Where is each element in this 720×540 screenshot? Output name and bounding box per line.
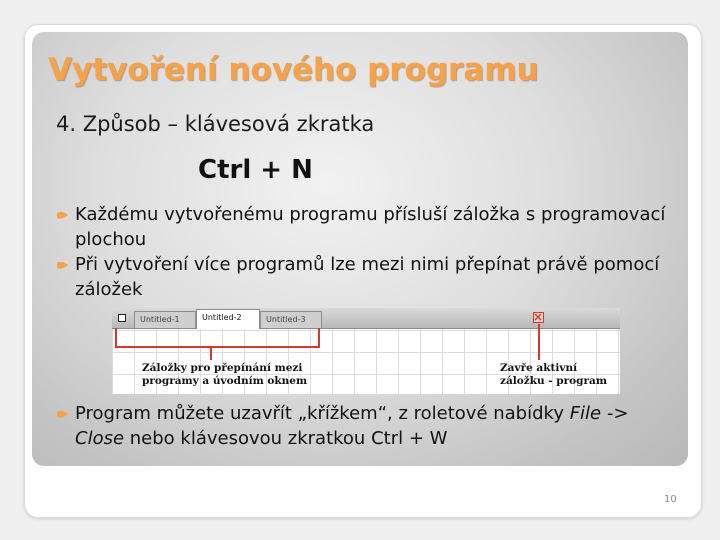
menu-close-text: Close (75, 428, 125, 449)
bullet-item (56, 202, 676, 252)
slide-title: Vytvoření nového programu (48, 52, 539, 88)
bullet-text-part: Program můžete uzavřít „křížkem“, z roletové nabídky (75, 403, 570, 424)
bullet-icon (56, 260, 69, 271)
tab-untitled-1: Untitled-1 (134, 311, 196, 328)
window-icon (118, 314, 126, 322)
bullet-item (56, 252, 676, 302)
annotation-pointer-close (538, 324, 540, 360)
tab-untitled-2: Untitled-2 (196, 309, 260, 329)
bullet-text-part: nebo klávesovou zkratkou Ctrl + W (124, 428, 448, 449)
bullet-list-bottom (56, 401, 676, 451)
annotation-pointer-tabs (210, 346, 212, 360)
shortcut-text: Ctrl + N (198, 155, 313, 185)
tab-untitled-3: Untitled-3 (260, 311, 322, 328)
bullet-icon (56, 409, 69, 420)
close-x-icon (534, 313, 542, 321)
annotation-bracket-right (318, 328, 320, 348)
bullet-text: Při vytvoření více programů lze mezi nimi přepínat právě pomocí záložek (75, 254, 660, 300)
close-tab-icon (533, 312, 544, 323)
page-number: 10 (664, 494, 677, 505)
annotation-close-label: Zavře aktivní záložku - program (500, 362, 607, 387)
menu-file-text: File (569, 403, 602, 424)
bullet-text: Každému vytvořenému programu přísluší záložka s programovací plochou (75, 204, 666, 250)
bullet-icon (56, 210, 69, 221)
annotation-bracket-left (115, 328, 117, 348)
bullet-item (56, 401, 676, 451)
slide-subtitle: 4. Způsob – klávesová zkratka (56, 112, 375, 136)
annotation-tabs-label: Záložky pro přepínání mezi programy a úvodním oknem (142, 362, 308, 387)
bullet-text-part: -> (601, 403, 629, 424)
bullet-list (56, 202, 676, 302)
annotation-bracket-bottom (115, 346, 320, 348)
